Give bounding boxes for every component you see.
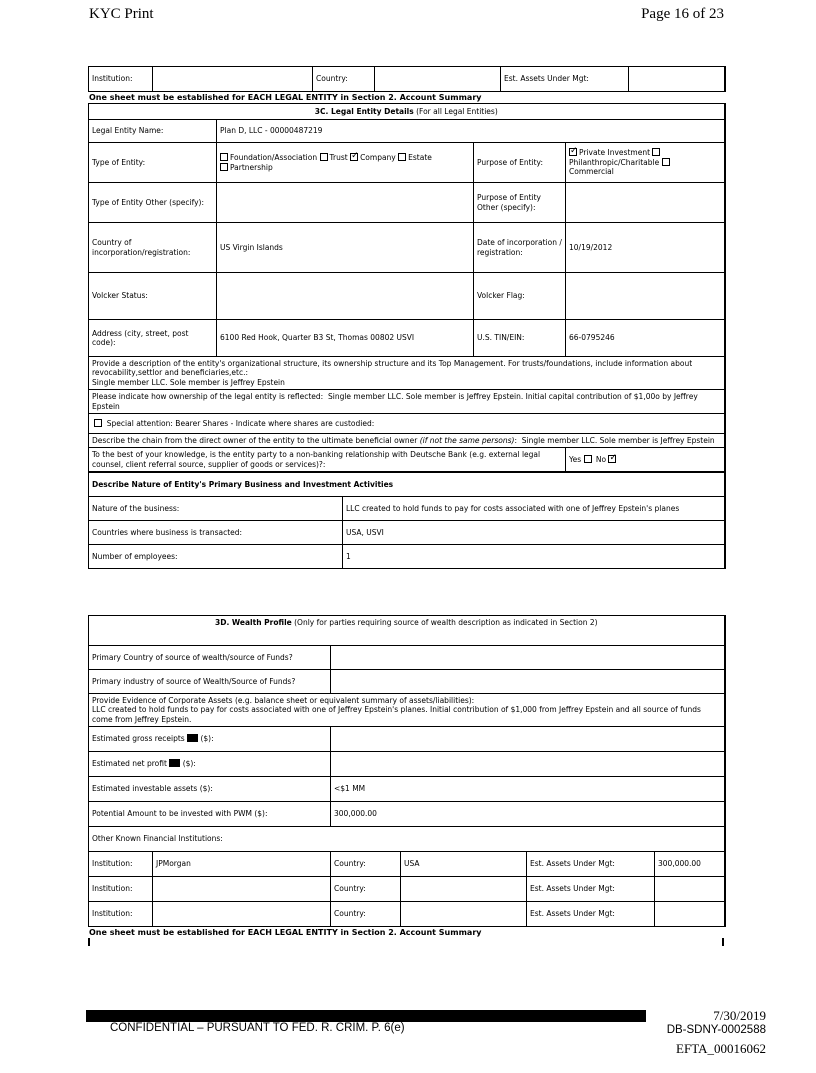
nature-of-business-value: LLC created to hold funds to pay for costs associated with one of Jeffrey Epstein's planes — [343, 497, 725, 521]
trust-checkbox[interactable] — [320, 153, 328, 161]
print-date: 7/30/2019 — [713, 1008, 766, 1023]
institution-name — [153, 902, 331, 927]
estate-label: Estate — [408, 153, 432, 163]
primary-country-label: Primary Country of source of wealth/source of Funds? — [89, 646, 331, 670]
chain-answer: Single member LLC. Sole member is Jeffrey Epstein — [521, 435, 715, 445]
partnership-label: Partnership — [230, 162, 273, 172]
date-of-incorporation-value: 10/19/2012 — [566, 223, 725, 273]
foundation-checkbox[interactable] — [220, 153, 228, 161]
nature-heading: Describe Nature of Entity's Primary Business and Investment Activities — [89, 473, 725, 497]
volcker-status-label: Volcker Status: — [89, 273, 217, 320]
primary-country-value — [331, 646, 725, 670]
estate-checkbox[interactable] — [398, 153, 406, 161]
type-other-value — [217, 183, 474, 223]
sheet-note: One sheet must be established for EACH LEGAL ENTITY in Section 2. Account Summary — [89, 93, 482, 102]
trust-label: Trust — [329, 153, 348, 163]
investable-assets-label: Estimated investable assets ($): — [89, 777, 331, 802]
volcker-status-value — [217, 273, 474, 320]
non-banking-answer — [566, 448, 725, 472]
bearer-shares-row — [89, 413, 725, 433]
yes-checkbox[interactable] — [584, 455, 592, 463]
country-value — [375, 67, 501, 92]
countries-transacted-label: Countries where business is transacted: — [89, 521, 343, 545]
address-value: 6100 Red Hook, Quarter B3 St, Thomas 00802 USVI — [217, 320, 474, 357]
date-of-incorporation-label: Date of incorporation / registration: — [474, 223, 566, 273]
nature-of-business-label: Nature of the business: — [89, 497, 343, 521]
type-of-entity-options — [217, 143, 474, 183]
institution-name: JPMorgan — [153, 852, 331, 877]
country-label: Country: — [331, 852, 401, 877]
primary-industry-label: Primary industry of source of Wealth/Source of Funds? — [89, 670, 331, 694]
ownership-chain: Describe the chain from the direct owner of the entity to the ultimate beneficial owner (if not the same persons): Single member LLC. Sole member is Jeffrey Epstein — [89, 433, 725, 447]
gross-receipts-value — [331, 727, 725, 752]
legal-entity-name-value: Plan D, LLC - 00000487219 — [217, 120, 725, 143]
employees-label: Number of employees: — [89, 545, 343, 569]
assets-label: Est. Assets Under Mgt: — [527, 902, 655, 927]
foundation-label: Foundation/Association — [230, 153, 318, 163]
institution-label: Institution: — [89, 902, 153, 927]
section-3c-title: 3C. Legal Entity Details (For all Legal Entities) — [89, 104, 725, 120]
no-label: No — [595, 455, 607, 465]
purpose-other-value — [566, 183, 725, 223]
institution-row — [89, 877, 725, 902]
institution-label: Institution: — [89, 67, 153, 92]
ownership-answer: Single member LLC. Sole member is Jeffrey Epstein. Initial capital contribution of $1,00o by Jeffrey Epstein — [92, 392, 698, 411]
potential-amount-value: 300,000.00 — [331, 802, 725, 827]
type-of-entity-label: Type of Entity: — [89, 143, 217, 183]
structure-prompt: Provide a description of the entity's organizational structure, its ownership structure and its Top Management. For trusts/foundations, include information about revocability,settlor and beneficiaries,etc.: — [92, 359, 693, 378]
ownership-prompt: Please indicate how ownership of the legal entity is reflected: — [92, 392, 324, 402]
header-title: KYC Print — [89, 6, 154, 22]
net-profit-label: Estimated net profit ($): — [89, 752, 331, 777]
page-number: Page 16 of 23 — [641, 6, 724, 22]
country-of-incorporation-value: US Virgin Islands — [217, 223, 474, 273]
potential-amount-label: Potential Amount to be invested with PWM ($): — [89, 802, 331, 827]
investable-assets-value: <$1 MM — [331, 777, 725, 802]
institution-assets — [655, 902, 725, 927]
next-section-frame — [88, 938, 724, 946]
country-label: Country: — [313, 67, 375, 92]
company-checkbox[interactable] — [350, 153, 358, 161]
yes-label: Yes — [569, 455, 582, 465]
redaction-block — [169, 759, 180, 767]
institution-label: Institution: — [89, 852, 153, 877]
ownership-description — [89, 390, 725, 414]
country-label: Country: — [331, 902, 401, 927]
evidence-prompt: Provide Evidence of Corporate Assets (e.g. balance sheet or equivalent summary of assets/liabilities): — [92, 696, 475, 705]
no-checkbox[interactable] — [608, 455, 616, 463]
non-banking-question: To the best of your knowledge, is the entity party to a non-banking relationship with Deutsche Bank (e.g. external legal counsel, client referral source, supplier of goods or services)?: — [89, 448, 566, 472]
efta-number: EFTA_00016062 — [676, 1041, 766, 1056]
institution-country — [401, 902, 527, 927]
assets-label: Est. Assets Under Mgt: — [527, 877, 655, 902]
type-other-label: Type of Entity Other (specify): — [89, 183, 217, 223]
institution-name — [153, 877, 331, 902]
structure-answer: Single member LLC. Sole member is Jeffrey Epstein — [92, 377, 285, 387]
legal-entity-name-label: Legal Entity Name: — [89, 120, 217, 143]
other-institutions-heading: Other Known Financial Institutions: — [89, 827, 725, 852]
wealth-profile-table — [88, 615, 726, 927]
chain-note: (if not the same persons) — [419, 435, 515, 445]
private-investment-label: Private Investment — [579, 148, 651, 158]
bates-number: DB-SDNY-0002588 — [666, 1024, 766, 1036]
country-of-incorporation-label: Country of incorporation/registration: — [89, 223, 217, 273]
assets-label: Est. Assets Under Mgt: — [501, 67, 629, 92]
institution-country — [401, 877, 527, 902]
net-profit-value — [331, 752, 725, 777]
legal-entity-form — [88, 66, 724, 569]
institution-country: USA — [401, 852, 527, 877]
partnership-checkbox[interactable] — [220, 163, 228, 171]
corporate-assets-evidence — [89, 694, 725, 727]
commercial-label: Commercial — [569, 167, 614, 177]
sheet-note: One sheet must be established for EACH LEGAL ENTITY in Section 2. Account Summary — [89, 928, 482, 938]
private-investment-extra-checkbox[interactable] — [652, 148, 660, 156]
bearer-shares-label: Special attention: Bearer Shares - Indicate where shares are custodied: — [106, 418, 375, 428]
countries-transacted-value: USA, USVI — [343, 521, 725, 545]
wealth-profile-form — [88, 615, 724, 946]
institution-row — [89, 852, 725, 877]
gross-receipts-label: Estimated gross receipts ($): — [89, 727, 331, 752]
redaction-bar — [86, 1010, 646, 1022]
private-investment-checkbox[interactable] — [569, 148, 577, 156]
bearer-shares-checkbox[interactable] — [94, 419, 102, 427]
tin-label: U.S. TIN/EIN: — [474, 320, 566, 357]
company-label: Company — [360, 153, 396, 163]
purpose-of-entity-label: Purpose of Entity: — [474, 143, 566, 183]
institution-assets — [655, 877, 725, 902]
evidence-answer: LLC created to hold funds to pay for costs associated with one of Jeffrey Epstein's planes. Initial contribution of $1,000 from Jeffrey Epstein and all source of funds come from Jeffrey Epstein. — [92, 705, 701, 724]
volcker-flag-label: Volcker Flag: — [474, 273, 566, 320]
confidential-notice: CONFIDENTIAL – PURSUANT TO FED. R. CRIM. P. 6(e) — [110, 1022, 405, 1034]
business-activities-table — [88, 472, 726, 569]
institution-label: Institution: — [89, 877, 153, 902]
institution-assets: 300,000.00 — [655, 852, 725, 877]
address-label: Address (city, street, post code): — [89, 320, 217, 357]
purpose-of-entity-options — [566, 143, 725, 183]
tin-value: 66-0795246 — [566, 320, 725, 357]
primary-industry-value — [331, 670, 725, 694]
country-label: Country: — [331, 877, 401, 902]
assets-value — [629, 67, 725, 92]
structure-description — [89, 357, 725, 390]
institution-value — [153, 67, 313, 92]
volcker-flag-value — [566, 273, 725, 320]
chain-prompt: Describe the chain from the direct owner of the entity to the ultimate beneficial owner — [92, 435, 418, 445]
philanthropic-label: Philanthropic/Charitable — [569, 157, 660, 167]
assets-label: Est. Assets Under Mgt: — [527, 852, 655, 877]
employees-value: 1 — [343, 545, 725, 569]
philanthropic-checkbox[interactable] — [662, 158, 670, 166]
institution-row — [89, 902, 725, 927]
top-institution-row — [88, 66, 726, 92]
purpose-other-label: Purpose of Entity Other (specify): — [474, 183, 566, 223]
entity-details-table — [88, 103, 726, 472]
section-3d-title: 3D. Wealth Profile (Only for parties requiring source of wealth description as indicated in Section 2) — [89, 616, 725, 646]
redaction-block — [187, 734, 198, 742]
